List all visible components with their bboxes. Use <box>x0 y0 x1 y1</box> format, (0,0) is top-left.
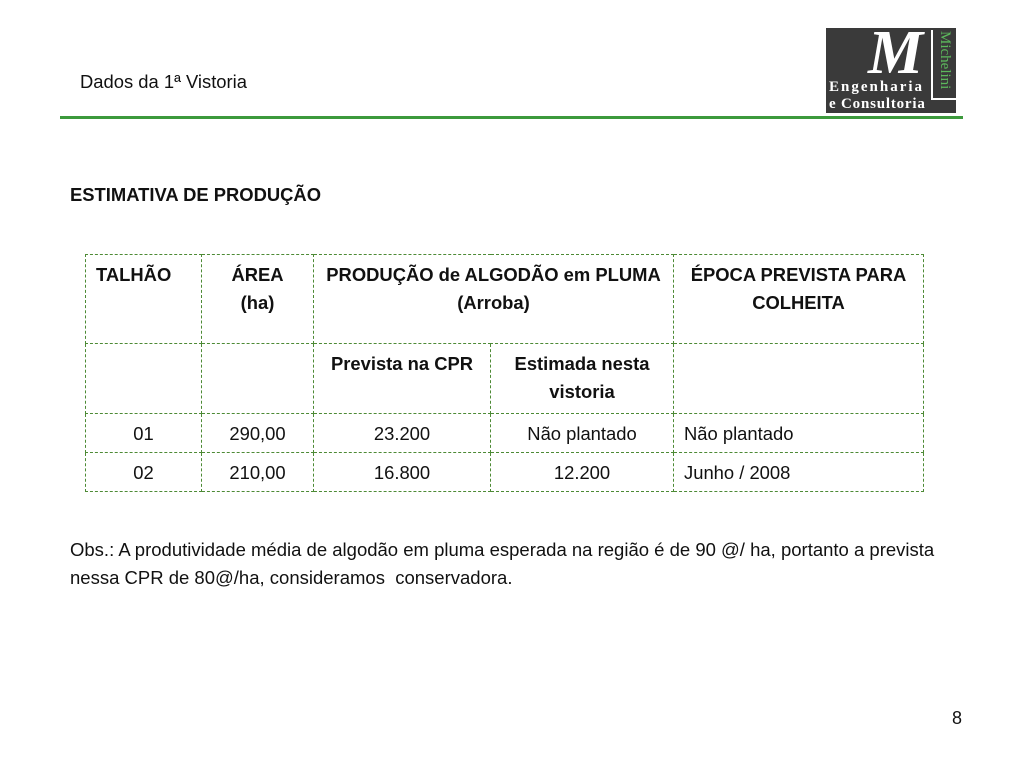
page-number: 8 <box>952 708 963 728</box>
cell-epoca: Junho / 2008 <box>674 453 924 492</box>
subheader-empty-talhao <box>86 344 202 414</box>
logo-monogram: M <box>868 28 924 87</box>
observation-note: Obs.: A produtividade média de algodão em pluma esperada na região é de 90 @/ ha, portanto a prevista nessa CPR de 80@/ha, consideramos conservadora. <box>70 539 940 588</box>
logo-vertical-text: Michelini <box>937 31 953 90</box>
cell-estimada: Não plantado <box>491 414 674 453</box>
subheader-estimada: Estimada nesta vistoria <box>491 344 674 414</box>
slide-title: Dados da 1ª Vistoria <box>80 71 247 92</box>
header-area: ÁREA (ha) <box>202 255 314 344</box>
table-subheader-row <box>86 344 924 414</box>
cell-talhao: 02 <box>86 453 202 492</box>
cell-area: 210,00 <box>202 453 314 492</box>
header-divider <box>60 116 963 119</box>
header-producao: PRODUÇÃO de ALGODÃO em PLUMA (Arroba) <box>314 255 674 344</box>
logo-text-line1: Engenharia <box>829 79 925 95</box>
section-title: ESTIMATIVA DE PRODUÇÃO <box>70 184 322 205</box>
company-logo <box>826 28 956 113</box>
table-row <box>86 453 924 492</box>
table-row <box>86 414 924 453</box>
header-epoca: ÉPOCA PREVISTA PARA COLHEITA <box>674 255 924 344</box>
header-talhao: TALHÃO <box>86 255 202 344</box>
production-table <box>85 254 924 492</box>
cell-talhao: 01 <box>86 414 202 453</box>
logo-horizontal-rule <box>931 98 956 100</box>
table-header-row <box>86 255 924 344</box>
cell-prevista: 23.200 <box>314 414 491 453</box>
cell-prevista: 16.800 <box>314 453 491 492</box>
logo-vertical-rule <box>931 30 933 100</box>
cell-area: 290,00 <box>202 414 314 453</box>
cell-epoca: Não plantado <box>674 414 924 453</box>
subheader-prevista: Prevista na CPR <box>314 344 491 414</box>
logo-text-line2: e Consultoria <box>829 96 926 112</box>
subheader-empty-epoca <box>674 344 924 414</box>
cell-estimada: 12.200 <box>491 453 674 492</box>
subheader-empty-area <box>202 344 314 414</box>
